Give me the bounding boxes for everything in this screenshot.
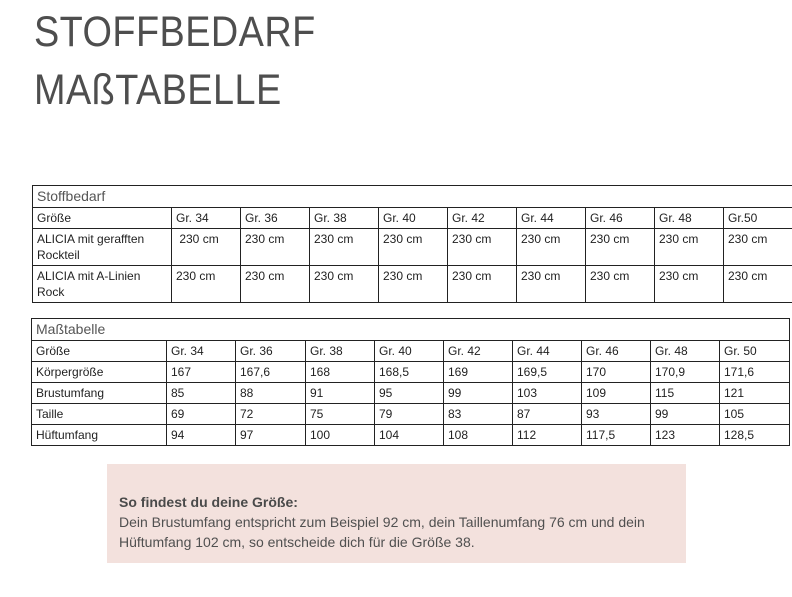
table-cell: 115	[651, 383, 720, 404]
table-cell: 170,9	[651, 362, 720, 383]
table-cell: 97	[236, 425, 306, 446]
table-cell: 171,6	[720, 362, 790, 383]
header-cell: Gr. 44	[513, 341, 582, 362]
hint-heading: So findest du deine Größe:	[119, 494, 298, 510]
masstabelle-table	[31, 318, 790, 446]
header-cell: Größe	[33, 208, 172, 229]
header-cell: Gr. 46	[586, 208, 655, 229]
table-cell: 87	[513, 404, 582, 425]
table-cell: 99	[444, 383, 513, 404]
table-cell: 230 cm	[517, 229, 586, 266]
page-title-stoffbedarf: STOFFBEDARF	[34, 8, 316, 56]
table-cell: 128,5	[720, 425, 790, 446]
table-cell: 109	[582, 383, 651, 404]
table-cell: 69	[167, 404, 236, 425]
table-cell: 100	[306, 425, 375, 446]
table-row	[33, 266, 792, 303]
table-cell: 230 cm	[724, 266, 792, 303]
table-cell: 170	[582, 362, 651, 383]
table-row	[32, 404, 790, 425]
table-cell: 121	[720, 383, 790, 404]
table-cell: 230 cm	[310, 266, 379, 303]
table-cell: 169	[444, 362, 513, 383]
table-cell: 230 cm	[586, 266, 655, 303]
table-cell: 105	[720, 404, 790, 425]
table-row	[32, 425, 790, 446]
row-label: ALICIA mit A-Linien Rock	[33, 266, 172, 303]
header-cell: Gr. 40	[375, 341, 444, 362]
table-cell: 94	[167, 425, 236, 446]
table-cell: 230 cm	[379, 266, 448, 303]
table-header-row	[32, 341, 790, 362]
table-cell: 168	[306, 362, 375, 383]
header-cell: Gr. 40	[379, 208, 448, 229]
table-cell: 112	[513, 425, 582, 446]
table-cell: 230 cm	[310, 229, 379, 266]
header-cell: Gr. 38	[306, 341, 375, 362]
header-cell: Gr. 34	[172, 208, 241, 229]
page-title-masstabelle: MAßTABELLE	[34, 66, 282, 114]
stoffbedarf-caption: Stoffbedarf	[33, 186, 792, 208]
stoffbedarf-table	[32, 185, 792, 303]
header-cell: Gr. 42	[444, 341, 513, 362]
header-cell: Gr.50	[724, 208, 792, 229]
table-cell: 91	[306, 383, 375, 404]
table-row	[33, 229, 792, 266]
header-cell: Gr. 36	[236, 341, 306, 362]
table-cell: 72	[236, 404, 306, 425]
table-cell: 85	[167, 383, 236, 404]
table-cell: 167	[167, 362, 236, 383]
table-cell: 230 cm	[517, 266, 586, 303]
table-cell: 99	[651, 404, 720, 425]
table-cell: 83	[444, 404, 513, 425]
header-cell: Gr. 34	[167, 341, 236, 362]
table-cell: 167,6	[236, 362, 306, 383]
table-cell: 93	[582, 404, 651, 425]
table-cell: 230 cm	[379, 229, 448, 266]
table-cell: 79	[375, 404, 444, 425]
table-cell: 117,5	[582, 425, 651, 446]
table-header-row	[33, 208, 792, 229]
table-cell: 88	[236, 383, 306, 404]
header-cell: Gr. 36	[241, 208, 310, 229]
header-cell: Gr. 48	[651, 341, 720, 362]
table-row	[32, 383, 790, 404]
header-cell: Gr. 44	[517, 208, 586, 229]
row-label: ALICIA mit gerafften Rockteil	[33, 229, 172, 266]
header-cell: Gr. 42	[448, 208, 517, 229]
hint-text: Dein Brustumfang entspricht zum Beispiel 92 cm, dein Taillenumfang 76 cm und dein Hüftumfang 102 cm, so entscheide dich für die Größe 38.	[119, 514, 645, 550]
table-cell: 230 cm	[448, 229, 517, 266]
table-cell: 230 cm	[724, 229, 792, 266]
table-cell: 230 cm	[241, 266, 310, 303]
masstabelle-caption: Maßtabelle	[32, 319, 790, 341]
table-cell: 75	[306, 404, 375, 425]
table-cell: 123	[651, 425, 720, 446]
table-cell: 168,5	[375, 362, 444, 383]
table-cell: 230 cm	[655, 266, 724, 303]
header-cell: Gr. 46	[582, 341, 651, 362]
table-row	[32, 362, 790, 383]
table-cell: 230 cm	[586, 229, 655, 266]
table-cell: 169,5	[513, 362, 582, 383]
header-cell: Gr. 48	[655, 208, 724, 229]
table-cell: 230 cm	[172, 266, 241, 303]
header-cell: Gr. 38	[310, 208, 379, 229]
size-hint-box	[107, 464, 686, 563]
header-cell: Größe	[32, 341, 167, 362]
table-cell: 104	[375, 425, 444, 446]
row-label: Taille	[32, 404, 167, 425]
table-cell: 103	[513, 383, 582, 404]
table-cell: 230 cm	[448, 266, 517, 303]
table-cell: 108	[444, 425, 513, 446]
row-label: Körpergröße	[32, 362, 167, 383]
table-cell: 230 cm	[172, 229, 241, 266]
row-label: Hüftumfang	[32, 425, 167, 446]
table-cell: 230 cm	[655, 229, 724, 266]
table-cell: 95	[375, 383, 444, 404]
row-label: Brustumfang	[32, 383, 167, 404]
table-cell: 230 cm	[241, 229, 310, 266]
header-cell: Gr. 50	[720, 341, 790, 362]
